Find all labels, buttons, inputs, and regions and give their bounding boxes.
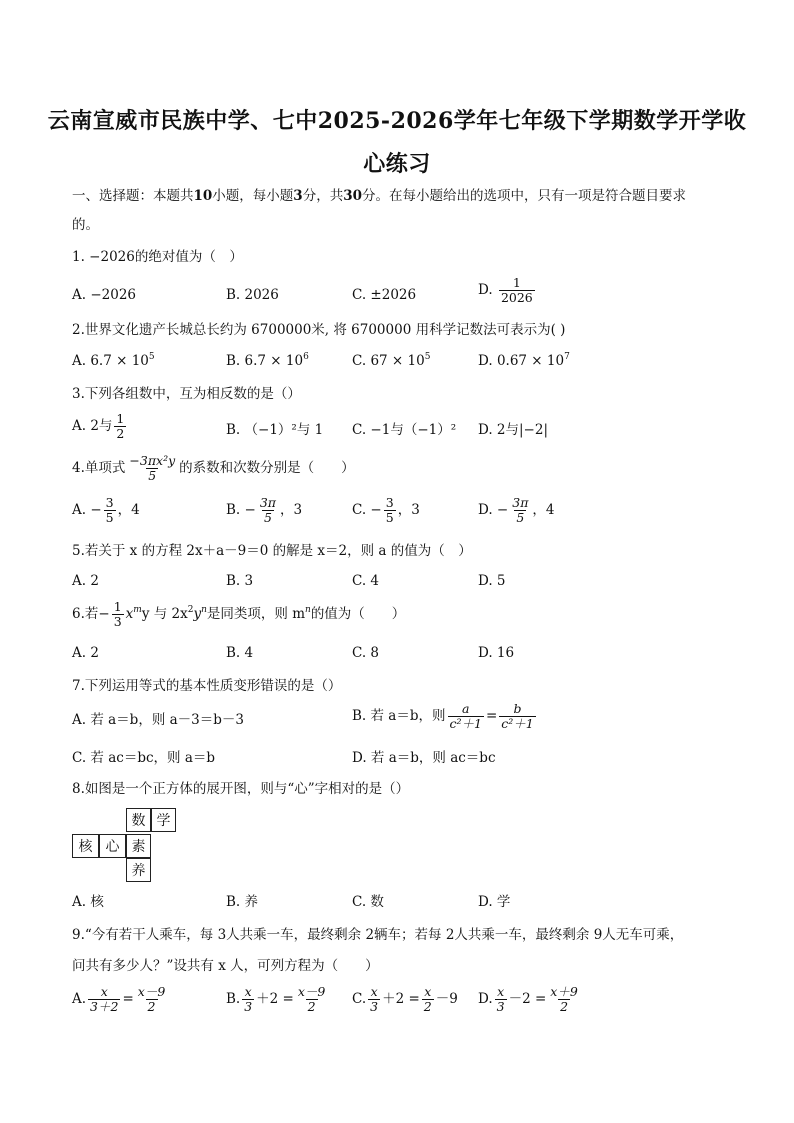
q7-option-b: B. 若 a＝b，则 $\frac{a}{\text{c²＋1}}$ = $\frac{b}{\text{c²＋1}}$ — [352, 701, 534, 731]
q4-option-a: A. − $\frac{3}{5}$ ，4 — [72, 495, 140, 525]
fraction: $\frac{3}{5}$ — [385, 495, 394, 525]
q9-option-b: B. $\frac{x}{3}$ ＋2 = $\frac{x-9}{2}$ — [226, 984, 326, 1014]
q5-option-b: B. 3 — [226, 573, 254, 589]
net-cell-he: 核 — [72, 834, 99, 858]
section-instruction: 一、选择题：本题共10小题，每小题3分，共30分。在每小题给出的选项中，只有一项是符合题目要求 — [72, 188, 686, 204]
question-9-stem-line1: 9.“今有若干人乘车，每 3人共乘一车，最终剩余 2辆车；若每 2人共乘一车，最终剩余 9人无车可乘， — [72, 927, 684, 943]
q9-option-a: A. $\frac{x}{3+2}$ = $\frac{x-9}{2}$ — [72, 984, 166, 1014]
q3-option-c: C. −1与（−1）² — [352, 422, 457, 438]
question-7-stem: 7.下列运用等式的基本性质变形错误的是（） — [72, 678, 342, 694]
fraction: $\frac{1}{2}$ — [116, 411, 125, 441]
q5-option-a: A. 2 — [72, 573, 99, 589]
exam-title-line2: 心练习 — [363, 151, 431, 177]
fraction: $\frac{3\pi}{5}$ — [259, 495, 276, 525]
q4-option-c: C. − $\frac{3}{5}$ ，3 — [352, 495, 420, 525]
question-3-stem: 3.下列各组数中，互为相反数的是（） — [72, 386, 301, 402]
fraction: $\frac{x-9}{2}$ — [137, 984, 166, 1014]
q4-option-d: D. − $\frac{3\pi}{5}$ ，4 — [478, 495, 555, 525]
fraction: $\frac{1}{2026}$ — [500, 275, 533, 305]
fraction: $\frac{1}{3}$ — [113, 599, 122, 629]
q1-option-a: A. −2026 — [72, 287, 136, 303]
fraction: $\frac{3}{5}$ — [105, 495, 114, 525]
q2-option-b: B. $6.7 \times 10^6$ — [226, 352, 309, 369]
net-cell-su: 素 — [126, 834, 151, 858]
q9-option-c: C. $\frac{x}{3}$ ＋2 = $\frac{x}{2}$ －9 — [352, 984, 458, 1014]
net-cell-shu: 数 — [126, 808, 151, 832]
fraction: $\frac{x+9}{2}$ — [550, 984, 578, 1014]
q3-option-a: A. 2与 $\frac{1}{2}$ — [72, 411, 125, 441]
q3-option-d: D. 2与|−2| — [478, 422, 549, 438]
q8-option-c: C. 数 — [352, 894, 384, 910]
fraction: $\frac{3\pi}{5}$ — [512, 495, 529, 525]
q6-option-a: A. 2 — [72, 645, 99, 661]
q6-option-d: D. 16 — [478, 645, 515, 661]
q7-option-a: A. 若 a＝b，则 a－3＝b－3 — [72, 712, 244, 728]
q8-option-d: D. 学 — [478, 894, 511, 910]
question-6-stem: 6.若− $\frac{1}{3}$ $x^my$ 与 $2x^2y^n$是同类项，则 $m^n$的值为（ ） — [72, 599, 406, 629]
q1-option-d: D. $\frac{1}{2026}$ — [478, 275, 533, 305]
fraction: $\frac{x}{3}$ — [244, 984, 253, 1014]
q2-option-d: D. $0.67 \times 10^7$ — [478, 352, 570, 369]
q6-option-c: C. 8 — [352, 645, 380, 661]
fraction: $\frac{x}{3}$ — [370, 984, 379, 1014]
exam-title-line1: 云南宣威市民族中学、七中2025-2026学年七年级下学期数学开学收 — [47, 108, 747, 134]
q2-option-a: A. $6.7 \times 10^5$ — [72, 352, 155, 369]
fraction: $\frac{x}{3+2}$ — [90, 984, 119, 1014]
q8-option-a: A. 核 — [72, 894, 104, 910]
fraction: $\frac{\text{−3πx²y}}{5}$ — [129, 453, 176, 483]
question-5-stem: 5.若关于 x 的方程 2x＋a－9＝0 的解是 x＝2，则 a 的值为（ ） — [72, 543, 472, 559]
net-cell-xin: 心 — [99, 834, 126, 858]
q5-option-c: C. 4 — [352, 573, 380, 589]
q8-option-b: B. 养 — [226, 894, 259, 910]
net-cell-xue: 学 — [151, 808, 176, 832]
question-2-stem: 2.世界文化遗产长城总长约为 6700000米, 将 6700000 用科学记数法可表示为( ) — [72, 322, 566, 338]
q9-option-d: D. $\frac{x}{3}$ －2 = $\frac{x+9}{2}$ — [478, 984, 578, 1014]
question-8-stem: 8.如图是一个正方体的展开图，则与“心”字相对的是（） — [72, 781, 410, 797]
fraction: $\frac{a}{\text{c²＋1}}$ — [449, 701, 482, 731]
q2-option-c: C. $67 \times 10^5$ — [352, 352, 431, 369]
question-4-stem: 4.单项式 $\frac{\text{−3πx²y}}{5}$ 的系数和次数分别是（ ） — [72, 453, 355, 483]
q7-option-c: C. 若 ac＝bc，则 a＝b — [72, 750, 216, 766]
fraction: $\frac{b}{\text{c²＋1}}$ — [501, 701, 534, 731]
q7-option-d: D. 若 a＝b，则 ac＝bc — [352, 750, 496, 766]
q5-option-d: D. 5 — [478, 573, 506, 589]
q1-option-c: C. ±2026 — [352, 287, 417, 303]
fraction: $\frac{x}{3}$ — [496, 984, 505, 1014]
fraction: $\frac{x-9}{2}$ — [297, 984, 326, 1014]
q3-option-b: B. （−1）²与 1 — [226, 422, 324, 438]
section-instruction-cont: 的。 — [72, 217, 99, 233]
question-9-stem-line2: 问共有多少人？”设共有 x 人，可列方程为（ ） — [72, 958, 379, 974]
fraction: $\frac{x}{2}$ — [423, 984, 432, 1014]
question-1-stem: 1. −2026的绝对值为（ ） — [72, 249, 243, 265]
q6-option-b: B. 4 — [226, 645, 254, 661]
q4-option-b: B. − $\frac{3\pi}{5}$ ，3 — [226, 495, 303, 525]
net-cell-yang: 养 — [126, 858, 151, 882]
q1-option-b: B. 2026 — [226, 287, 279, 303]
